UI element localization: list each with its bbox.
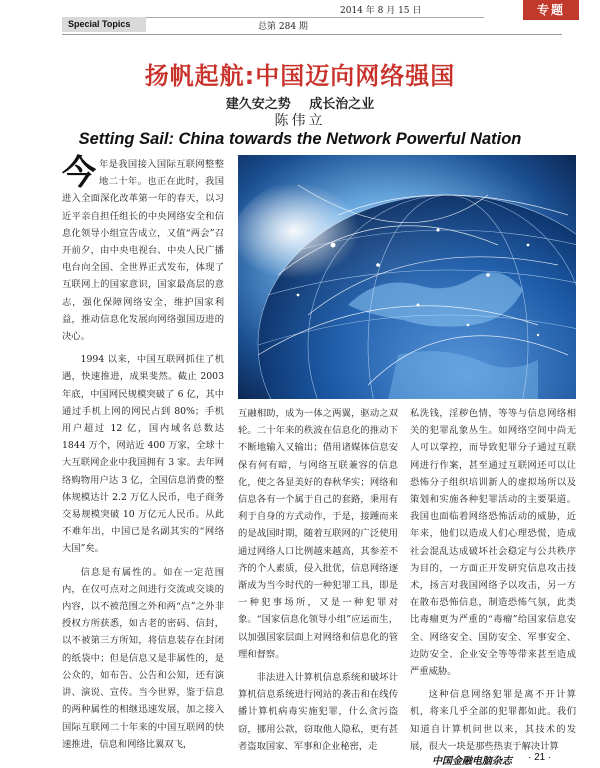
subtitle-left: 建久安之势 bbox=[225, 97, 291, 112]
paragraph: 1994 以来，中国互联网抓住了机遇，快速推进，成果斐然。截止 2003 年底，中国网民规模突破了 6 亿，其中通过手机上网的网民占到 80%；手机用户超过 12 亿，国内域名总数达 1844 万个，网站近 400 万家，全球十大互联网企业中我国拥有 3 家。去年网络购物用户达 3 亿，全国信息消费的整体规模达计 2.2 万亿人民币，电子商务交易规模突破 10 万亿元人民币。从此不难年出，中国已是名副其实的“网络大国”矣。 bbox=[62, 354, 224, 555]
text-column-3 bbox=[410, 405, 576, 755]
subtitle-right: 成长治之业 bbox=[309, 97, 375, 112]
globe-network-icon bbox=[238, 155, 576, 399]
paragraph: 非法进入计算机信息系统和破坏计算机信息系统进行网站的袭击和在线传播计算机病毒实施犯罪，什么贪污盗窃，挪用公款，窃取他人隐私，更有甚者盗取国家、军事和企业秘密，走 bbox=[238, 672, 398, 752]
header-rule bbox=[62, 34, 562, 35]
paragraph bbox=[62, 153, 224, 345]
text-column-1 bbox=[62, 153, 224, 753]
page-number: · 21 · bbox=[528, 752, 552, 763]
article-author: 陈伟立 bbox=[274, 113, 326, 129]
globe-network-image bbox=[238, 155, 576, 399]
paragraph: 这种信息网络犯罪是离不开计算机，将来几乎全部的犯罪都如此。我们知道自计算机问世以来，其技术的发展，很大一块是那些热衷于解决计算 bbox=[410, 689, 576, 752]
paragraph-text: 年是我国接入国际互联网整整地二十年。也正在此时，我国进入全面深化改革第一年的春天，以习近平亲自担任组长的中央网络安全和信息化领导小组宣告成立，又值“两会”召开前夕，由中央电视台、中央人民广播电台向全国、全世界正式发布，体现了互联网上的国家意识，国家最高层的意志，强化保障网络安全，维护国家利益，推动信息化发展向网络强国迈进的决心。 bbox=[62, 159, 224, 343]
issue-date: 2014 年 8 月 15 日 bbox=[340, 6, 422, 16]
article-title: 扬帆起航:中国迈向网络强国 bbox=[144, 62, 456, 90]
magazine-name: 中国金融电脑杂志 bbox=[432, 756, 512, 767]
header-top-rule bbox=[140, 17, 484, 18]
section-badge: 专题 bbox=[523, 0, 579, 20]
english-title: Setting Sail: China towards the Network Powerful Nation bbox=[78, 130, 522, 148]
drop-cap: 今 bbox=[62, 153, 96, 193]
paragraph: 互融相助，成为一体之两翼，驱动之双轮。二十年来的秩波在信息化的推动下不断地输入又输出；借用诸媒体信息安保有何有暗，与网络互联兼容的信息化，使之各显美好的春秋华实；网络和信息各有一个属于自己的套路，秉用有利于自身的方式动作，于是，接踵而来的是战国时期，随着互联网的广泛使用通过网络人口比例越来越高，其参差不齐的个人素质，侵入批优，信息网络逐渐成为当今时代的一种犯罪工具，即是一种犯事场所，又是一种犯罪对象。“国家信息化领导小组”应运而生，以加强国家层面上对网络和信息化的管理和督察。 bbox=[238, 408, 398, 660]
paragraph: 私洗钱，淫秽色情，等等与信息网络相关的犯罪乱象丛生。如网络空间中尚无人可以掌控，而导致犯罪分子通过互联网进行作案，甚至通过互联网还可以让恐怖分子组织培训新人的虚拟场所以及策划和实施各种犯罪活动的主要渠道。我国也面临着网络恐怖活动的威胁，近年来，他们以造成人们心理恐慌，造成社会混乱达成破坏社会稳定与公共秩序为目的，一方面正开发研究信息攻击技术，扬言对我国网络予以攻击，另一方在散布恐怖信息，制造恐怖气氛，此类比毒瘤更为严重的“毒瘤”给国家信息安全、网络安全、国防安全、军事安全、边防安全、企业安全等等带来甚至造成严重威胁。 bbox=[410, 408, 576, 678]
section-tag: Special Topics bbox=[62, 17, 146, 32]
issue-number: 总第 284 期 bbox=[258, 22, 308, 32]
text-column-2 bbox=[238, 405, 398, 755]
paragraph: 信息是有属性的。如在一定范围内，在仅可点对之间进行交流或交谈的内容，以不被范围之外和两“点”之外非授权方所获悉，如古老的密码、信封，以不被第三方所知，将信息装存在封闭的纸袋中；但是信息又是非属性的，是公众的，如布告、公告和公知，还有演讲、演说、宣传。当今世界，鉴于信息的两种属性的相继迅速发展，加之接入国际互联网二十年来的中国互联网的快速推进，信息和网络比翼双飞， bbox=[62, 566, 224, 750]
